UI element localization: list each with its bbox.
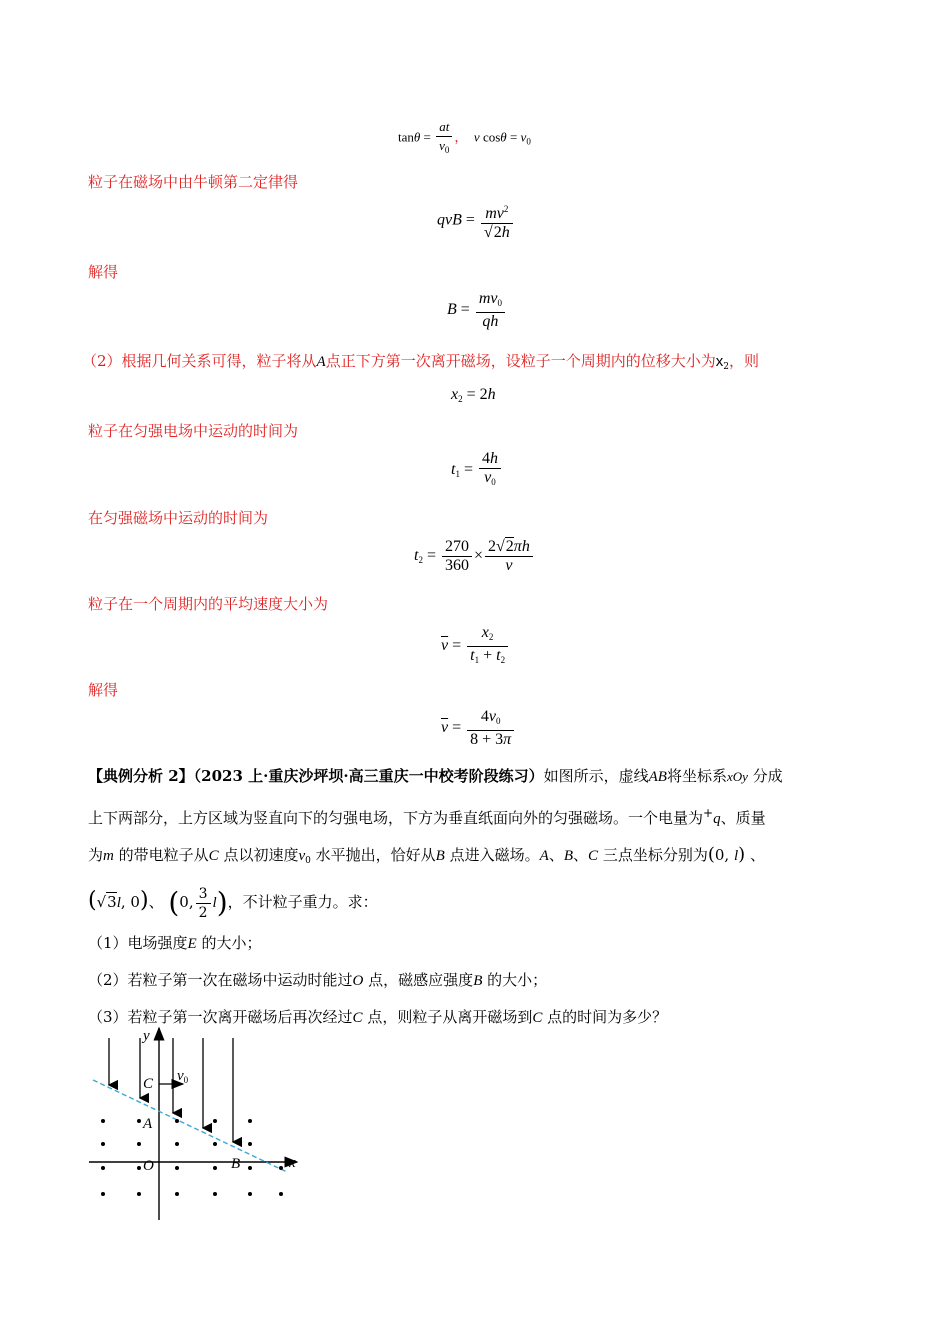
example-p1c: 分成 <box>752 767 783 785</box>
label-o: O <box>143 1158 154 1174</box>
example-p3e: 点进入磁场。 <box>449 846 540 864</box>
text-line-magnetic-time: 在匀强磁场中运动的时间为 <box>88 509 269 527</box>
question-2: （2）若粒子第一次在磁场中运动时能过O 点，磁感应强度B 的大小； <box>88 971 548 989</box>
field-diagram <box>85 1020 315 1225</box>
example-p3d: 水平抛出，恰好从 <box>315 846 436 864</box>
q1-text-b: 的大小； <box>201 934 262 952</box>
label-a: A <box>143 1116 153 1132</box>
boundary-ab-dashed <box>93 1080 287 1172</box>
example-line-2: 上下两部分，上方区域为竖直向下的匀强电场，下方为垂直纸面向外的匀强磁场。一个电量为+q、质量 <box>88 806 766 827</box>
text-line-electric-time: 粒子在匀强电场中运动的时间为 <box>88 422 299 440</box>
q3-text-c: 点的时间为多少？ <box>547 1008 668 1026</box>
example-p2b: 、质量 <box>720 809 766 827</box>
q3-text-a: （3）若粒子第一次离开磁场后再次经过 <box>88 1008 353 1026</box>
example-source: （2023 上·重庆沙坪坝·高三重庆一中校考阶段练习） <box>193 767 544 785</box>
example-line-3: 为m 的带电粒子从C 点以初速度$v_0$ 水平抛出，恰好从B 点进入磁场。A、B、C 三点坐标分别为(0, l) 、 <box>88 844 765 866</box>
label-y: y <box>143 1028 150 1044</box>
equation-b: B = $\frac{mv_0}{qh}$ <box>447 290 507 331</box>
question-1: （1）电场强度E 的大小； <box>88 934 262 952</box>
part2-text-c: ，则 <box>728 352 759 370</box>
example-p3g: 、 <box>749 846 765 864</box>
example-p3c: 点以初速度 <box>223 846 299 864</box>
part2-text-a: （2）根据几何关系可得，粒子将从 <box>82 352 317 370</box>
equation-vbar-1: $\overline{v}$ = $\frac{x_2}{t_1 + t_2}$ <box>441 624 510 669</box>
part2-text-b: 点正下方第一次离开磁场，设粒子一个周期内的位移大小为 <box>325 352 716 370</box>
text-line-average-speed: 粒子在一个周期内的平均速度大小为 <box>88 595 329 613</box>
equation-tan-theta: tanθ = $\frac{at}{v_0}$ ， v $\cos\theta = v_0$ <box>398 119 531 155</box>
example-p4a: 、 <box>148 893 164 911</box>
text-line-part2: （2）根据几何关系可得，粒子将从A点正下方第一次离开磁场，设粒子一个周期内的位移大小为$x_2$，则 <box>82 352 759 372</box>
example-line-4: (√3l, 0)、 (0, $\frac{3}{2}$ l)，不计粒子重力。求： <box>88 885 378 921</box>
text-line-solve-2: 解得 <box>88 681 119 699</box>
q2-text-a: （2）若粒子第一次在磁场中运动时能过 <box>88 971 353 989</box>
text-line-solve-1: 解得 <box>88 263 119 281</box>
label-c: C <box>143 1076 154 1092</box>
example-problem <box>88 758 858 1036</box>
label-x: x <box>289 1155 296 1171</box>
q1-text-a: （1）电场强度 <box>88 934 188 952</box>
example-p4b: ，不计粒子重力。求： <box>227 893 378 911</box>
equation-x2: $x_2 = 2h$ <box>451 386 496 404</box>
example-p3f: 三点坐标分别为 <box>602 846 708 864</box>
example-p2: 上下两部分，上方区域为竖直向下的匀强电场，下方为垂直纸面向外的匀强磁场。一个电量为 <box>88 809 704 827</box>
example-p3a: 为 <box>88 846 104 864</box>
q2-text-b: 点，磁感应强度 <box>368 971 474 989</box>
label-v0: $v_0$ <box>177 1068 189 1085</box>
equation-vbar-2: $\overline{v}$ = $\frac{4v_0}{8 + 3\pi}$ <box>441 708 516 749</box>
label-b: B <box>231 1156 241 1172</box>
q3-text-b: 点，则粒子从离开磁场到 <box>367 1008 533 1026</box>
example-p1a: 如图所示，虚线 <box>543 767 649 785</box>
q2-text-c: 的大小； <box>487 971 548 989</box>
equation-t2: $t_2$ = $\frac{270}{360}$ × $\frac{2√2\pi h}{v}$ <box>414 538 535 575</box>
equation-qvb: qvB = $\frac{mv^2}{√2h}$ <box>437 200 515 242</box>
example-line-1: 【典例分析 2】（2023 上·重庆沙坪坝·高三重庆一中校考阶段练习）如图所示，虚线AB将坐标系xOy 分成 <box>88 767 783 785</box>
example-p1b: 将坐标系 <box>666 767 727 785</box>
question-3: （3）若粒子第一次离开磁场后再次经过C 点，则粒子从离开磁场到C 点的时间为多少？ <box>88 1008 668 1026</box>
equation-t1: $t_1$ = $\frac{4h}{v_0}$ <box>451 450 503 491</box>
text-line-newton: 粒子在磁场中由牛顿第二定律得 <box>88 173 299 191</box>
example-heading: 【典例分析 2】 <box>88 767 194 785</box>
example-p3b: 的带电粒子从 <box>118 846 209 864</box>
